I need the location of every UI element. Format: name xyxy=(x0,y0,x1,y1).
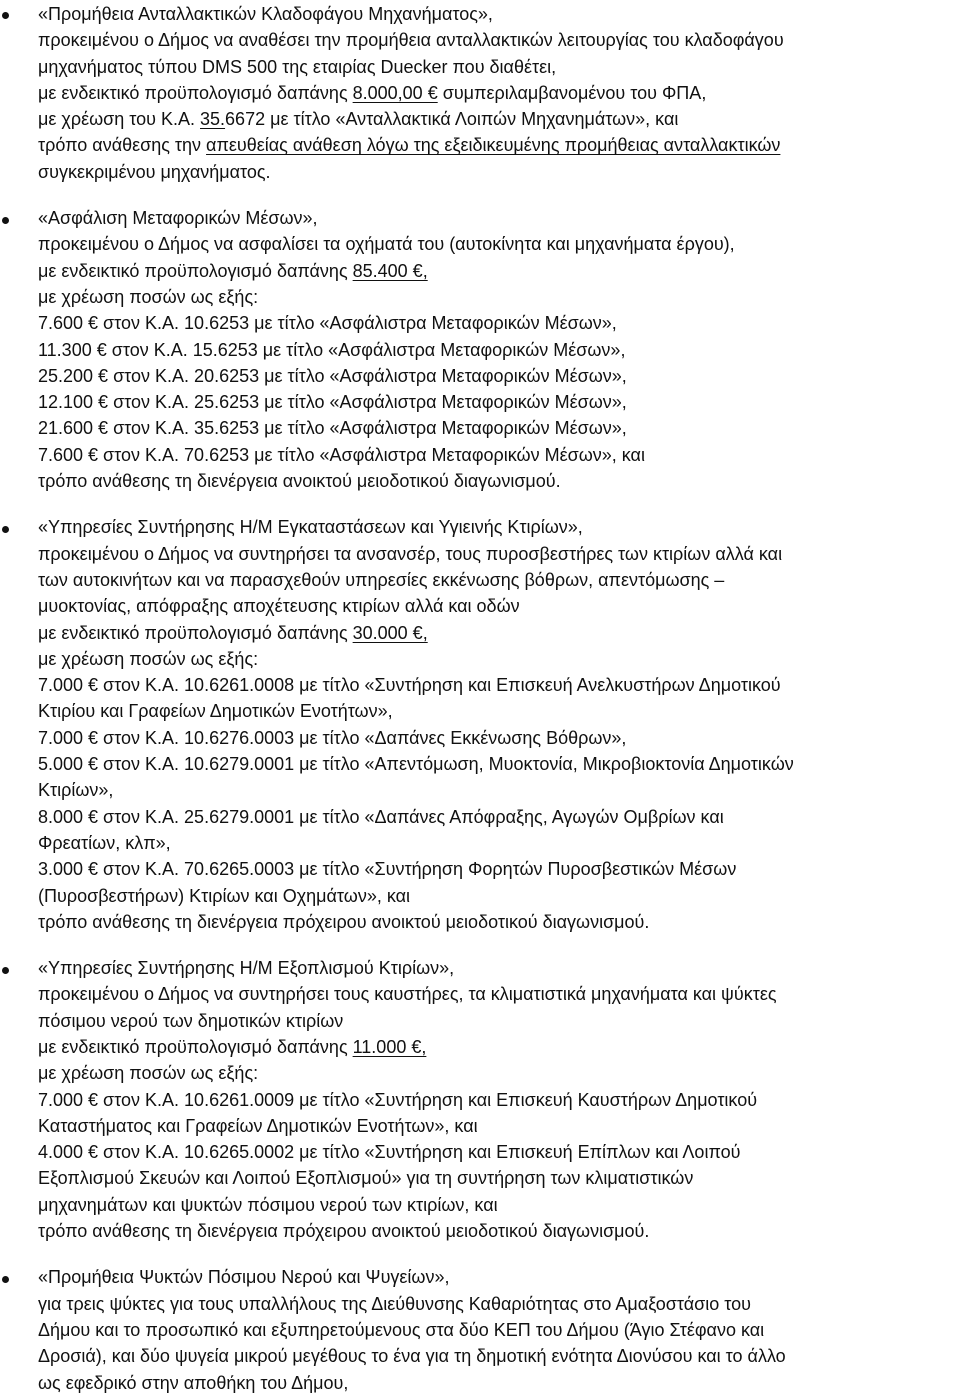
underlined-text: 11.000 €, xyxy=(352,1036,427,1057)
text-line xyxy=(38,620,953,646)
text-line xyxy=(38,1,953,27)
list-item xyxy=(0,514,960,935)
text-segment: τρόπο ανάθεσης τη διενέργεια πρόχειρου ανοικτού μειοδοτικού διαγωνισμού. xyxy=(38,911,650,932)
text-line xyxy=(38,258,953,284)
text-segment: τρόπο ανάθεσης τη διενέργεια πρόχειρου ανοικτού μειοδοτικού διαγωνισμού. xyxy=(38,1221,650,1242)
text-line xyxy=(38,363,953,389)
text-segment: Φρεατίων, κλπ», xyxy=(38,832,171,853)
text-line xyxy=(38,337,953,363)
text-segment: Εξοπλισμού Σκευών και Λοιπού Εξοπλισμού» για τη συντήρηση των κλιματιστικών xyxy=(38,1168,694,1189)
text-line xyxy=(38,54,953,80)
text-segment: Καταστήματος και Γραφείων Δημοτικών Ενοτήτων», και xyxy=(38,1115,478,1136)
text-line xyxy=(38,541,953,567)
text-line xyxy=(38,646,953,672)
text-segment: συμπεριλαμβανομένου του ΦΠΑ, xyxy=(437,82,707,103)
text-segment: 5.000 € στον Κ.Α. 10.6279.0001 με τίτλο «Απεντόμωση, Μυοκτονία, Μικροβιοκτονία Δημοτικών xyxy=(38,754,794,775)
bullet-dot-icon xyxy=(2,967,9,974)
bullet-dot-icon xyxy=(2,12,9,19)
text-line xyxy=(38,567,953,593)
text-segment: πόσιμου νερού των δημοτικών κτιρίων xyxy=(38,1010,344,1031)
text-segment: Δροσιά), και δύο ψυγεία μικρού μεγέθους το ένα για τη δημοτική ενότητα Διονύσου και το άλλο xyxy=(38,1346,786,1367)
text-segment: 3.000 € στον Κ.Α. 70.6265.0003 με τίτλο «Συντήρηση Φορητών Πυροσβεστικών Μέσων xyxy=(38,859,737,880)
text-segment: «Ασφάλιση Μεταφορικών Μέσων», xyxy=(38,208,318,229)
text-line xyxy=(38,205,953,231)
text-line xyxy=(38,1034,953,1060)
item-text xyxy=(38,514,953,935)
text-segment: 8.000 € στον Κ.Α. 25.6279.0001 με τίτλο «Δαπάνες Απόφραξης, Αγωγών Ομβρίων και xyxy=(38,806,724,827)
bullet-dot-icon xyxy=(2,217,9,224)
text-segment: με ενδεικτικό προϋπολογισμό δαπάνης xyxy=(38,260,353,281)
text-line xyxy=(38,777,953,803)
text-segment: 21.600 € στον Κ.Α. 35.6253 με τίτλο «Ασφάλιστρα Μεταφορικών Μέσων», xyxy=(38,418,627,439)
text-line xyxy=(38,1370,953,1396)
item-text xyxy=(38,1,953,185)
text-segment: 7.600 € στον Κ.Α. 70.6253 με τίτλο «Ασφάλιστρα Μεταφορικών Μέσων», και xyxy=(38,444,645,465)
text-segment: «Προμήθεια Ψυκτών Πόσιμου Νερού και Ψυγείων», xyxy=(38,1267,450,1288)
text-segment: 25.200 € στον Κ.Α. 20.6253 με τίτλο «Ασφάλιστρα Μεταφορικών Μέσων», xyxy=(38,365,627,386)
text-segment: των αυτοκινήτων και να παρασχεθούν υπηρεσίες εκκένωσης βόθρων, απεντόμωσης – xyxy=(38,569,725,590)
text-segment: προκειμένου ο Δήμος να αναθέσει την προμήθεια ανταλλακτικών λειτουργίας του κλαδοφάγου xyxy=(38,30,784,51)
text-line xyxy=(38,1264,953,1290)
text-line xyxy=(38,80,953,106)
text-line xyxy=(38,883,953,909)
text-segment: «Προμήθεια Ανταλλακτικών Κλαδοφάγου Μηχανήματος», xyxy=(38,4,493,24)
text-line xyxy=(38,672,953,698)
list-item xyxy=(0,955,960,1244)
item-text xyxy=(38,955,953,1244)
text-segment: 7.000 € στον Κ.Α. 10.6276.0003 με τίτλο «Δαπάνες Εκκένωσης Βόθρων», xyxy=(38,727,627,748)
text-line xyxy=(38,159,953,185)
text-line xyxy=(38,1291,953,1317)
text-segment: μηχανήματος τύπου DMS 500 της εταιρίας Duecker που διαθέτει, xyxy=(38,56,557,77)
text-segment: με χρέωση ποσών ως εξής: xyxy=(38,1063,259,1084)
text-line xyxy=(38,1008,953,1034)
text-line xyxy=(38,1218,953,1244)
text-line xyxy=(38,514,953,540)
text-segment: τρόπο ανάθεσης την xyxy=(38,135,207,156)
text-line xyxy=(38,751,953,777)
text-segment: με χρέωση ποσών ως εξής: xyxy=(38,286,259,307)
text-line xyxy=(38,909,953,935)
text-segment: για τρεις ψύκτες για τους υπαλλήλους της Διεύθυνσης Καθαριότητας στο Αμαξοστάσιο του xyxy=(38,1293,751,1314)
text-line xyxy=(38,468,953,494)
bullet-dot-icon xyxy=(2,526,9,533)
text-segment: μηχανημάτων και ψυκτών πόσιμου νερού των κτιρίων, και xyxy=(38,1194,498,1215)
text-segment: 7.000 € στον Κ.Α. 10.6261.0009 με τίτλο «Συντήρηση και Επισκευή Καυστήρων Δημοτικού xyxy=(38,1089,758,1110)
text-segment: με χρέωση ποσών ως εξής: xyxy=(38,648,259,669)
text-line xyxy=(38,284,953,310)
text-segment: Δήμου και το προσωπικό και εξυπηρετούμενους στα δύο ΚΕΠ του Δήμου (Άγιο Στέφανο και xyxy=(38,1319,765,1340)
text-segment: με χρέωση του Κ.Α. xyxy=(38,109,201,130)
text-line xyxy=(38,1165,953,1191)
text-segment: προκειμένου ο Δήμος να ασφαλίσει τα οχήματά του (αυτοκίνητα και μηχανήματα έργου), xyxy=(38,234,735,255)
list-item xyxy=(0,0,960,185)
text-line xyxy=(38,442,953,468)
text-segment: προκειμένου ο Δήμος να συντηρήσει τους καυστήρες, τα κλιματιστικά μηχανήματα και ψύκτες xyxy=(38,984,777,1005)
list-item xyxy=(0,205,960,494)
text-line xyxy=(38,27,953,53)
text-segment: μυοκτονίας, απόφραξης αποχέτευσης κτιρίων αλλά και οδών xyxy=(38,596,520,617)
underlined-text: 85.400 €, xyxy=(352,260,428,281)
text-line xyxy=(38,1087,953,1113)
text-line xyxy=(38,1317,953,1343)
text-line xyxy=(38,830,953,856)
text-line xyxy=(38,1113,953,1139)
text-line xyxy=(38,593,953,619)
bullet-dot-icon xyxy=(2,1276,9,1283)
text-segment: 4.000 € στον Κ.Α. 10.6265.0002 με τίτλο «Συντήρηση και Επισκευή Επίπλων και Λοιπού xyxy=(38,1142,741,1163)
text-segment: με ενδεικτικό προϋπολογισμό δαπάνης xyxy=(38,82,353,103)
text-line xyxy=(38,955,953,981)
text-line xyxy=(38,1343,953,1369)
text-segment: 12.100 € στον Κ.Α. 25.6253 με τίτλο «Ασφάλιστρα Μεταφορικών Μέσων», xyxy=(38,392,627,413)
underlined-text: 35. xyxy=(200,109,226,130)
text-line xyxy=(38,415,953,441)
text-segment: ως εφεδρικό στην αποθήκη του Δήμου, xyxy=(38,1372,349,1393)
text-segment: (Πυροσβεστήρων) Κτιρίων και Οχημάτων», και xyxy=(38,885,411,906)
text-line xyxy=(38,231,953,257)
text-line xyxy=(38,856,953,882)
text-segment: Κτιρίου και Γραφείων Δημοτικών Ενοτήτων», xyxy=(38,701,393,722)
text-segment: 11.300 € στον Κ.Α. 15.6253 με τίτλο «Ασφάλιστρα Μεταφορικών Μέσων», xyxy=(38,339,626,360)
text-line xyxy=(38,804,953,830)
text-segment: Κτιρίων», xyxy=(38,780,114,801)
text-segment: «Υπηρεσίες Συντήρησης Η/Μ Εξοπλισμού Κτιρίων», xyxy=(38,958,455,979)
text-line xyxy=(38,310,953,336)
text-line xyxy=(38,981,953,1007)
text-segment: με ενδεικτικό προϋπολογισμό δαπάνης xyxy=(38,622,353,643)
text-line xyxy=(38,1139,953,1165)
text-line xyxy=(38,106,953,132)
text-segment: τρόπο ανάθεσης τη διενέργεια ανοικτού μειοδοτικού διαγωνισμού. xyxy=(38,471,561,492)
text-segment: 6672 με τίτλο «Ανταλλακτικά Λοιπών Μηχανημάτων», και xyxy=(225,109,679,130)
item-text xyxy=(38,1264,953,1395)
text-segment: προκειμένου ο Δήμος να συντηρήσει τα ανσανσέρ, τους πυροσβεστήρες των κτιρίων αλλά και xyxy=(38,543,783,564)
text-segment: 7.600 € στον Κ.Α. 10.6253 με τίτλο «Ασφάλιστρα Μεταφορικών Μέσων», xyxy=(38,313,617,334)
item-text xyxy=(38,205,953,494)
text-segment: συγκεκριμένου μηχανήματος. xyxy=(38,161,271,182)
underlined-text: απευθείας ανάθεση λόγω της εξειδικευμένης προμήθειας ανταλλακτικών xyxy=(206,135,781,156)
text-line xyxy=(38,132,953,158)
list-item xyxy=(0,1264,960,1395)
underlined-text: 8.000,00 € xyxy=(352,82,438,103)
text-segment: με ενδεικτικό προϋπολογισμό δαπάνης xyxy=(38,1036,353,1057)
text-line xyxy=(38,698,953,724)
text-line xyxy=(38,1060,953,1086)
text-line xyxy=(38,389,953,415)
text-segment: «Υπηρεσίες Συντήρησης Η/Μ Εγκαταστάσεων και Υγιεινής Κτιρίων», xyxy=(38,517,583,538)
text-line xyxy=(38,725,953,751)
text-segment: 7.000 € στον Κ.Α. 10.6261.0008 με τίτλο «Συντήρηση και Επισκευή Ανελκυστήρων Δημοτικού xyxy=(38,675,781,696)
underlined-text: 30.000 €, xyxy=(352,622,428,643)
text-line xyxy=(38,1192,953,1218)
